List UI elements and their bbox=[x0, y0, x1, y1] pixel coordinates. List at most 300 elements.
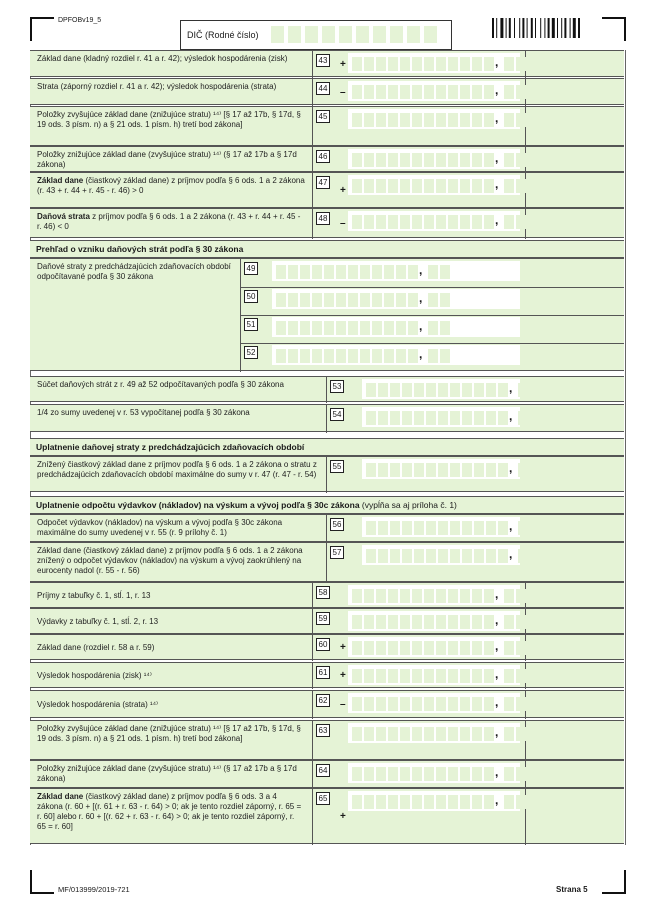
decimal-cell bbox=[440, 349, 450, 363]
digit-cell bbox=[472, 615, 482, 629]
digit-cell bbox=[378, 383, 388, 397]
digit-cell bbox=[498, 411, 508, 425]
dic-field[interactable] bbox=[180, 20, 452, 50]
digit-cell bbox=[436, 57, 446, 71]
decimal-cell bbox=[504, 589, 514, 603]
amount-field[interactable] bbox=[362, 407, 520, 427]
digit-cell bbox=[388, 589, 398, 603]
digit-cell bbox=[448, 727, 458, 741]
amount-field[interactable] bbox=[348, 81, 520, 101]
digit-cell bbox=[412, 727, 422, 741]
digit-cell bbox=[424, 179, 434, 193]
digit-cell bbox=[364, 113, 374, 127]
digit-cell bbox=[484, 589, 494, 603]
decimal-cell bbox=[504, 113, 514, 127]
section-title-rnd-note: (vypĺňa sa aj príloha č. 1) bbox=[359, 500, 457, 510]
digit-cell bbox=[472, 589, 482, 603]
column-divider bbox=[326, 457, 327, 493]
decimal-comma: , bbox=[419, 263, 423, 277]
digit-cell bbox=[414, 383, 424, 397]
digit-cell bbox=[352, 589, 362, 603]
digit-cell bbox=[336, 293, 346, 307]
digit-cell bbox=[364, 795, 374, 809]
digit-cell bbox=[484, 113, 494, 127]
digit-cell bbox=[348, 293, 358, 307]
amount-field[interactable] bbox=[348, 763, 520, 783]
digit-cell bbox=[364, 85, 374, 99]
digit-cell bbox=[426, 411, 436, 425]
decimal-comma: , bbox=[509, 381, 513, 395]
dic-digit-cell[interactable] bbox=[356, 26, 369, 43]
row-label-text: Položky znižujúce základ dane (zvyšujúce stratu) ¹⁴⁾ (§ 17 až 17b a § 17d zákona) bbox=[37, 764, 297, 783]
digit-cell bbox=[412, 615, 422, 629]
decimal-cell bbox=[516, 615, 526, 629]
digit-cell bbox=[436, 85, 446, 99]
digit-cell bbox=[288, 265, 298, 279]
digit-cell bbox=[424, 615, 434, 629]
digit-cell bbox=[352, 727, 362, 741]
decimal-comma: , bbox=[509, 519, 513, 533]
digit-cell bbox=[388, 727, 398, 741]
digit-cell bbox=[436, 113, 446, 127]
digit-cell bbox=[366, 521, 376, 535]
decimal-cell bbox=[516, 113, 526, 127]
digit-cell bbox=[312, 321, 322, 335]
dic-digit-cell[interactable] bbox=[390, 26, 403, 43]
digit-cell bbox=[412, 795, 422, 809]
digit-cell bbox=[364, 615, 374, 629]
digit-cell bbox=[484, 153, 494, 167]
digit-cell bbox=[462, 463, 472, 477]
digit-cell bbox=[448, 615, 458, 629]
digit-cell bbox=[402, 549, 412, 563]
digit-cell bbox=[460, 641, 470, 655]
decimal-cell bbox=[516, 57, 526, 71]
digit-cell bbox=[352, 179, 362, 193]
digit-cell bbox=[414, 463, 424, 477]
digit-cell bbox=[412, 179, 422, 193]
decimal-cell bbox=[428, 321, 438, 335]
dic-digit-cell[interactable] bbox=[322, 26, 335, 43]
barcode-icon bbox=[492, 18, 604, 38]
row-label-text: Odpočet výdavkov (nákladov) na výskum a vývoj podľa § 30c zákona maximálne do sumy uvedenej v r. 55 (r. 9 prílohy č. 1) bbox=[37, 518, 283, 537]
digit-cell bbox=[288, 321, 298, 335]
digit-cell bbox=[460, 697, 470, 711]
digit-cell bbox=[388, 179, 398, 193]
digit-cell bbox=[388, 113, 398, 127]
digit-cell bbox=[460, 153, 470, 167]
row-label-text: Položky znižujúce základ dane (zvyšujúce stratu) ¹⁴⁾ (§ 17 až 17b a § 17d zákona) bbox=[37, 150, 297, 169]
digit-cell bbox=[388, 669, 398, 683]
digit-cell bbox=[396, 321, 406, 335]
digit-cell bbox=[336, 265, 346, 279]
digit-cell bbox=[424, 795, 434, 809]
row-label-text: (čiastkový základ dane) z príjmov podľa § 6 ods. 1 a 2 zákona (r. 43 + r. 44 + r. 45 - r. 46) > 0 bbox=[37, 176, 305, 195]
digit-cell bbox=[400, 153, 410, 167]
digit-cell bbox=[484, 615, 494, 629]
decimal-comma: , bbox=[509, 409, 513, 423]
digit-cell bbox=[388, 153, 398, 167]
digit-cell bbox=[300, 321, 310, 335]
decimal-comma: , bbox=[495, 177, 499, 191]
digit-cell bbox=[390, 521, 400, 535]
digit-cell bbox=[498, 549, 508, 563]
column-divider bbox=[312, 173, 313, 209]
row-number: 55 bbox=[330, 460, 344, 473]
amount-field[interactable] bbox=[348, 109, 520, 129]
section-title-losses: Prehľad o vzniku daňových strát podľa § 30 zákona bbox=[30, 240, 624, 258]
amount-field[interactable] bbox=[348, 693, 520, 713]
decimal-cell bbox=[516, 767, 526, 781]
digit-cell bbox=[484, 179, 494, 193]
digit-cell bbox=[366, 383, 376, 397]
decimal-cell bbox=[518, 549, 528, 563]
amount-field[interactable] bbox=[362, 459, 520, 479]
digit-cell bbox=[372, 321, 382, 335]
amount-field[interactable] bbox=[348, 53, 520, 73]
digit-cell bbox=[288, 293, 298, 307]
amount-field[interactable] bbox=[348, 637, 520, 657]
amount-field[interactable] bbox=[348, 611, 520, 631]
digit-cell bbox=[408, 321, 418, 335]
decimal-comma: , bbox=[419, 319, 423, 333]
decimal-cell bbox=[530, 463, 540, 477]
digit-cell bbox=[324, 321, 334, 335]
digit-cell bbox=[360, 321, 370, 335]
row-number: 59 bbox=[316, 612, 330, 625]
digit-cell bbox=[376, 57, 386, 71]
decimal-cell bbox=[504, 767, 514, 781]
row-number: 63 bbox=[316, 724, 330, 737]
column-divider bbox=[312, 663, 313, 689]
digit-cell bbox=[390, 411, 400, 425]
digit-cell bbox=[474, 521, 484, 535]
digit-cell bbox=[436, 179, 446, 193]
row-number: 43 bbox=[316, 54, 330, 67]
row-label bbox=[37, 546, 322, 576]
form-id: DPFOBv19_5 bbox=[58, 17, 102, 24]
digit-cell bbox=[436, 641, 446, 655]
digit-cell bbox=[424, 767, 434, 781]
digit-cell bbox=[366, 549, 376, 563]
digit-cell bbox=[436, 795, 446, 809]
digit-cell bbox=[312, 293, 322, 307]
digit-cell bbox=[364, 669, 374, 683]
digit-cell bbox=[484, 697, 494, 711]
digit-cell bbox=[400, 57, 410, 71]
digit-cell bbox=[336, 349, 346, 363]
amount-field[interactable] bbox=[272, 317, 520, 337]
decimal-cell bbox=[516, 669, 526, 683]
decimal-comma: , bbox=[495, 765, 499, 779]
row-number: 46 bbox=[316, 150, 330, 163]
digit-cell bbox=[426, 383, 436, 397]
amount-field[interactable] bbox=[348, 175, 520, 195]
dic-digit-cell[interactable] bbox=[271, 26, 284, 43]
digit-cell bbox=[448, 589, 458, 603]
section-title-rnd bbox=[30, 496, 624, 514]
digit-cell bbox=[352, 85, 362, 99]
corner-mark-bottom-left bbox=[30, 870, 54, 894]
amount-field[interactable] bbox=[348, 723, 520, 743]
digit-cell bbox=[388, 615, 398, 629]
digit-cell bbox=[376, 669, 386, 683]
digit-cell bbox=[448, 153, 458, 167]
digit-cell bbox=[376, 641, 386, 655]
digit-cell bbox=[400, 767, 410, 781]
amount-field[interactable] bbox=[362, 379, 520, 399]
amount-field[interactable] bbox=[272, 289, 520, 309]
digit-cell bbox=[484, 57, 494, 71]
digit-cell bbox=[352, 697, 362, 711]
decimal-comma: , bbox=[509, 547, 513, 561]
decimal-cell bbox=[428, 349, 438, 363]
digit-cell bbox=[378, 549, 388, 563]
decimal-cell bbox=[440, 321, 450, 335]
digit-cell bbox=[460, 795, 470, 809]
decimal-cell bbox=[516, 215, 526, 229]
amount-field[interactable] bbox=[348, 791, 520, 811]
row-label-text: Položky zvyšujúce základ dane (znižujúce stratu) ¹⁴⁾ [§ 17 až 17b, § 17d, § 19 ods. 3 písm. n) a § 21 ods. 1 písm. h) tretí bod zákona] bbox=[37, 724, 301, 743]
digit-cell bbox=[376, 767, 386, 781]
amount-field[interactable] bbox=[362, 545, 520, 565]
row-label-text: Výsledok hospodárenia (strata) ¹⁴⁾ bbox=[37, 700, 159, 709]
row-number: 51 bbox=[244, 318, 258, 331]
digit-cell bbox=[460, 113, 470, 127]
sign-mark: + bbox=[340, 58, 346, 70]
digit-cell bbox=[484, 795, 494, 809]
digit-cell bbox=[414, 549, 424, 563]
digit-cell bbox=[324, 265, 334, 279]
row-label-bold: Základ dane bbox=[37, 176, 84, 185]
digit-cell bbox=[324, 293, 334, 307]
digit-cell bbox=[366, 463, 376, 477]
row-number: 54 bbox=[330, 408, 344, 421]
digit-cell bbox=[474, 383, 484, 397]
digit-cell bbox=[438, 411, 448, 425]
digit-cell bbox=[372, 265, 382, 279]
sign-mark: + bbox=[340, 811, 346, 822]
digit-cell bbox=[424, 697, 434, 711]
amount-field[interactable] bbox=[348, 585, 520, 605]
digit-cell bbox=[472, 179, 482, 193]
digit-cell bbox=[462, 549, 472, 563]
digit-cell bbox=[472, 767, 482, 781]
digit-cell bbox=[376, 697, 386, 711]
decimal-comma: , bbox=[495, 587, 499, 601]
dic-label: DIČ (Rodné číslo) bbox=[187, 30, 259, 40]
row-label-text: Výsledok hospodárenia (zisk) ¹⁴⁾ bbox=[37, 671, 152, 680]
digit-cell bbox=[336, 321, 346, 335]
digit-cell bbox=[276, 265, 286, 279]
row-label-text: Strata (záporný rozdiel r. 41 a r. 42); výsledok hospodárenia (strata) bbox=[37, 82, 277, 91]
digit-cell bbox=[400, 113, 410, 127]
digit-cell bbox=[460, 85, 470, 99]
digit-cell bbox=[388, 697, 398, 711]
digit-cell bbox=[486, 549, 496, 563]
digit-cell bbox=[364, 641, 374, 655]
digit-cell bbox=[364, 57, 374, 71]
digit-cell bbox=[384, 293, 394, 307]
decimal-comma: , bbox=[495, 213, 499, 227]
row-label bbox=[37, 176, 307, 196]
row-label-text: Znížený čiastkový základ dane z príjmov podľa § 6 ods. 1 a 2 zákona o stratu z predchádzajúcich zdaňovacích období maximálne do sumy v r. 47 (r. 47 - r. 54) bbox=[37, 460, 317, 479]
digit-cell bbox=[384, 265, 394, 279]
decimal-comma: , bbox=[509, 461, 513, 475]
digit-cell bbox=[450, 549, 460, 563]
digit-cell bbox=[424, 669, 434, 683]
row-number: 50 bbox=[244, 290, 258, 303]
decimal-cell bbox=[504, 57, 514, 71]
dic-digit-cell[interactable] bbox=[407, 26, 420, 43]
digit-cell bbox=[460, 179, 470, 193]
row-label bbox=[37, 764, 302, 784]
sign-mark: + bbox=[340, 670, 346, 681]
digit-cell bbox=[448, 767, 458, 781]
digit-cell bbox=[300, 349, 310, 363]
sign-mark: – bbox=[340, 699, 346, 710]
column-divider bbox=[312, 721, 313, 761]
digit-cell bbox=[352, 215, 362, 229]
digit-cell bbox=[360, 349, 370, 363]
digit-cell bbox=[324, 349, 334, 363]
row-number: 48 bbox=[316, 212, 330, 225]
dic-digit-cell[interactable] bbox=[305, 26, 318, 43]
digit-cell bbox=[376, 215, 386, 229]
digit-cell bbox=[412, 153, 422, 167]
decimal-cell bbox=[428, 293, 438, 307]
digit-cell bbox=[390, 549, 400, 563]
digit-cell bbox=[448, 669, 458, 683]
sign-mark: – bbox=[340, 218, 346, 229]
row-label bbox=[37, 518, 322, 538]
digit-cell bbox=[412, 767, 422, 781]
row-separator bbox=[240, 287, 624, 288]
decimal-cell bbox=[516, 795, 526, 809]
decimal-cell bbox=[518, 463, 528, 477]
corner-mark-bottom-right bbox=[602, 870, 626, 894]
digit-cell bbox=[364, 727, 374, 741]
digit-cell bbox=[372, 293, 382, 307]
digit-cell bbox=[472, 697, 482, 711]
digit-cell bbox=[352, 153, 362, 167]
digit-cell bbox=[472, 215, 482, 229]
section-title-loss-use: Uplatnenie daňovej straty z predchádzajúcich zdaňovacích období bbox=[30, 438, 624, 456]
row-label bbox=[37, 408, 287, 418]
digit-cell bbox=[448, 85, 458, 99]
digit-cell bbox=[436, 153, 446, 167]
digit-cell bbox=[400, 641, 410, 655]
row-number: 56 bbox=[330, 518, 344, 531]
digit-cell bbox=[412, 589, 422, 603]
column-divider bbox=[312, 79, 313, 106]
digit-cell bbox=[438, 549, 448, 563]
decimal-comma: , bbox=[495, 111, 499, 125]
dic-digit-cell[interactable] bbox=[288, 26, 301, 43]
digit-cell bbox=[484, 767, 494, 781]
digit-cell bbox=[400, 179, 410, 193]
digit-cell bbox=[436, 669, 446, 683]
dic-digit-cell[interactable] bbox=[339, 26, 352, 43]
decimal-comma: , bbox=[419, 347, 423, 361]
decimal-comma: , bbox=[495, 793, 499, 807]
column-divider bbox=[326, 515, 327, 543]
digit-cell bbox=[472, 795, 482, 809]
digit-cell bbox=[352, 795, 362, 809]
digit-cell bbox=[352, 767, 362, 781]
decimal-cell bbox=[516, 641, 526, 655]
digit-cell bbox=[486, 463, 496, 477]
digit-cell bbox=[388, 767, 398, 781]
amount-field[interactable] bbox=[348, 211, 520, 231]
digit-cell bbox=[366, 411, 376, 425]
digit-cell bbox=[460, 589, 470, 603]
decimal-comma: , bbox=[419, 291, 423, 305]
digit-cell bbox=[360, 293, 370, 307]
digit-cell bbox=[462, 383, 472, 397]
digit-cell bbox=[472, 57, 482, 71]
digit-cell bbox=[390, 463, 400, 477]
digit-cell bbox=[400, 727, 410, 741]
digit-cell bbox=[364, 179, 374, 193]
digit-cell bbox=[424, 85, 434, 99]
column-divider bbox=[326, 377, 327, 403]
digit-cell bbox=[402, 383, 412, 397]
row-label bbox=[37, 110, 307, 130]
digit-cell bbox=[378, 411, 388, 425]
digit-cell bbox=[352, 57, 362, 71]
digit-cell bbox=[448, 57, 458, 71]
digit-cell bbox=[472, 641, 482, 655]
decimal-cell bbox=[504, 615, 514, 629]
sign-mark: + bbox=[340, 185, 346, 196]
decimal-cell bbox=[504, 179, 514, 193]
corner-mark-top-left bbox=[30, 17, 54, 41]
digit-cell bbox=[448, 113, 458, 127]
amount-field[interactable] bbox=[272, 345, 520, 365]
amount-field[interactable] bbox=[362, 517, 520, 537]
digit-cell bbox=[400, 615, 410, 629]
digit-cell bbox=[412, 641, 422, 655]
digit-cell bbox=[486, 383, 496, 397]
row-label bbox=[37, 54, 307, 64]
dic-digit-cell[interactable] bbox=[424, 26, 437, 43]
digit-cell bbox=[472, 727, 482, 741]
digit-cell bbox=[300, 293, 310, 307]
dic-digit-cell[interactable] bbox=[373, 26, 386, 43]
digit-cell bbox=[402, 411, 412, 425]
digit-cell bbox=[364, 767, 374, 781]
digit-cell bbox=[414, 521, 424, 535]
digit-cell bbox=[412, 669, 422, 683]
digit-cell bbox=[426, 463, 436, 477]
column-divider bbox=[312, 51, 313, 78]
row-number: 49 bbox=[244, 262, 258, 275]
digit-cell bbox=[348, 321, 358, 335]
digit-cell bbox=[360, 265, 370, 279]
decimal-comma: , bbox=[495, 83, 499, 97]
row-label bbox=[37, 262, 237, 282]
amount-field[interactable] bbox=[272, 261, 520, 281]
amount-field[interactable] bbox=[348, 149, 520, 169]
digit-cell bbox=[408, 349, 418, 363]
sign-mark: + bbox=[340, 642, 346, 653]
digit-cell bbox=[448, 795, 458, 809]
digit-cell bbox=[412, 215, 422, 229]
digit-cell bbox=[448, 179, 458, 193]
digit-cell bbox=[498, 521, 508, 535]
amount-field[interactable] bbox=[348, 665, 520, 685]
